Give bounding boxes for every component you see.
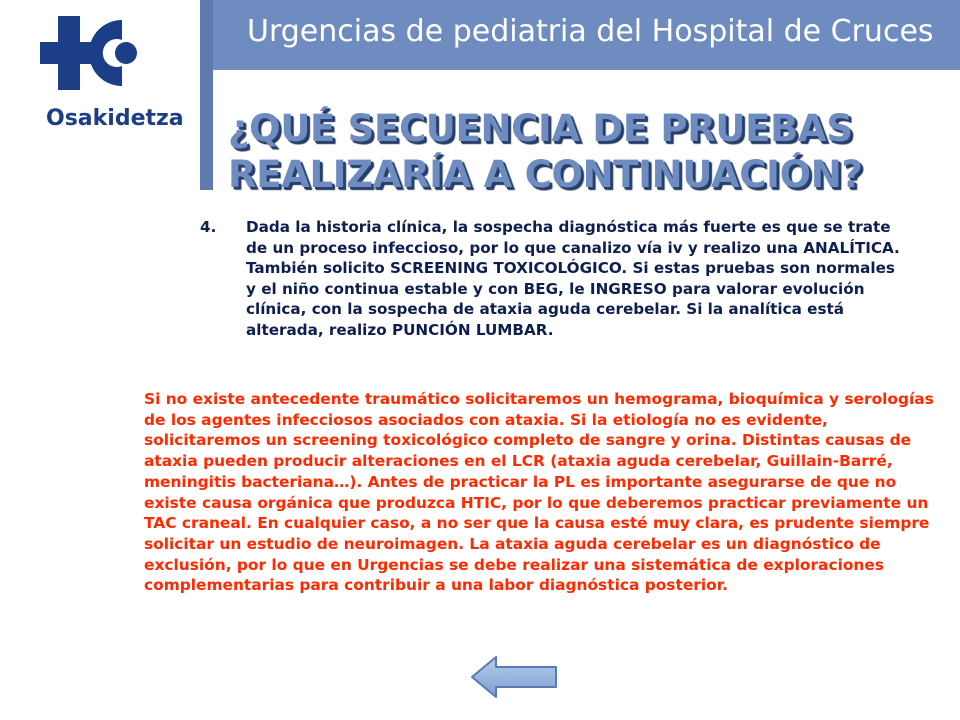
answer-number: 4. [200,218,217,236]
left-arrow-icon [470,655,558,699]
back-button[interactable] [470,655,558,699]
logo-wordmark: Osakidetza [46,106,184,131]
osakidetza-emblem-icon [40,8,150,98]
slide-question-title [228,106,948,198]
osakidetza-logo [30,8,190,138]
explanation-text: Si no existe antecedente traumático solicitaremos un hemograma, bioquímica y serologías de los agentes infecciosos asociados con ataxia. Si la etiología no es evidente, solicitaremos un screening toxicológico completo de sangre y orina. Distintas causas de ataxia pueden producir alteraciones en el LCR (ataxia aguda cerebelar, Guillain-Barré, meningitis bacteriana…). Antes de practicar la PL es importante asegurarse de que no existe causa orgánica que produzca HTIC, por lo que deberemos practicar previamente un TAC craneal. En cualquier caso, a no ser que la causa esté muy clara, es prudente siempre solicitar un estudio de neuroimagen. La ataxia aguda cerebelar es un diagnóstico de exclusión, por lo que en Urgencias se debe realizar una sistemática de exploraciones complementarias para contribuir a una labor diagnóstica posterior. [144,390,934,595]
question-line-2: REALIZARÍA A CONTINUACIÓN? [228,153,863,196]
accent-vertical-bar [200,0,213,190]
answer-text: Dada la historia clínica, la sospecha diagnóstica más fuerte es que se trate de un proceso infeccioso, por lo que canalizo vía iv y realizo una ANALÍTICA. También solicito SCREENING TOXICOLÓGICO. Si estas pruebas son normales y el niño continua estable y con BEG, le INGRESO para valorar evolución clínica, con la sospecha de ataxia aguda cerebelar. Si la analítica está alterada, realizo PUNCIÓN LUMBAR. [246,218,900,339]
header-title: Urgencias de pediatria del Hospital de Cruces [247,14,934,49]
question-line-1: ¿QUÉ SECUENCIA DE PRUEBAS [228,107,853,150]
